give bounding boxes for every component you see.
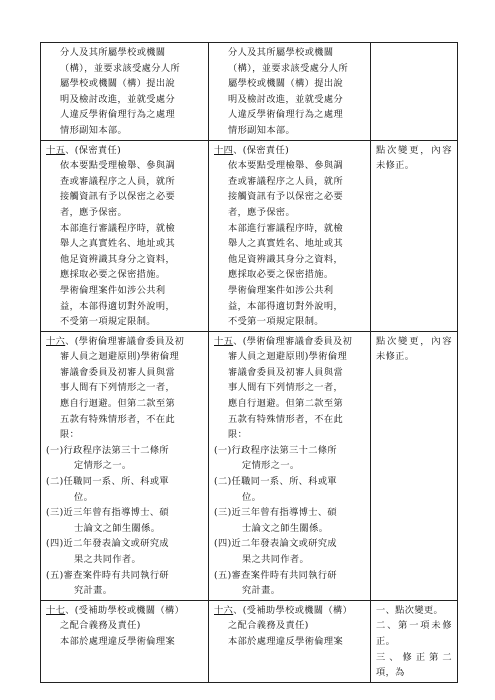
text-line: 、(受補助學校或機關（構） [233, 604, 353, 616]
article-number: 十七 [46, 604, 66, 616]
text-line: 應自行迴避。但第二款至第 [228, 398, 344, 410]
text-line: 分人及其所屬學校或機關 [228, 47, 334, 58]
text-line: 事人間有下列情形之一者， [228, 382, 344, 394]
article-number: 十五 [214, 335, 234, 347]
text-line: 審議會委員及初審人員與當 [228, 366, 344, 378]
text-line: 接觸資訊有予以保密之必要 [228, 191, 344, 203]
note-text: 點次變更，內容未修正。 [376, 335, 452, 363]
text-line: 限： [60, 429, 80, 441]
text-line: 應自行迴避。但第二款至第 [60, 398, 176, 410]
text-line: 、(學術倫理審議會委員及初 [233, 335, 353, 347]
list-item: (一)行政程序法第三十二條所 定情形之一。 [214, 444, 338, 472]
text-line: 者，應予保密。 [60, 206, 128, 218]
note-cell [371, 140, 458, 331]
article-number: 十六 [214, 604, 234, 616]
text-line: 者，應予保密。 [228, 206, 296, 218]
text-line: 本部於處理違反學術倫理案 [60, 635, 176, 647]
text-line: 不受第一項規定限制。 [60, 316, 156, 328]
text-line: 人違反學術倫理行為之處理 [228, 109, 344, 121]
article-number: 十五 [46, 144, 66, 156]
text-line: 三、修正第二項，為 [376, 651, 452, 679]
note-cell [371, 600, 458, 682]
article-heading [214, 143, 365, 159]
list-item: (三)近三年曾有指導博士、碩 士論文之師生關係。 [46, 507, 170, 534]
text-line: 屬學校或機關（構）提出說 [60, 78, 176, 90]
old-provision-cell [209, 331, 371, 600]
text-line: 二、第一項未修正。 [376, 620, 452, 647]
new-provision-cell [41, 140, 209, 331]
text-line: （構），並要求該受處分人所 [60, 62, 181, 74]
comparison-table [40, 42, 458, 683]
text-line: 舉人之真實姓名、地址或其 [228, 238, 344, 250]
text-line: 分人及其所屬學校或機關 [60, 47, 166, 58]
text-line: 學術倫理案件如涉公共利 [60, 284, 166, 296]
text-line: 依本要點受理檢舉、參與調 [60, 160, 176, 172]
note-cell [371, 331, 458, 600]
text-line: 依本要點受理檢舉、參與調 [228, 160, 344, 172]
text-line: 應採取必要之保密措施。 [228, 269, 334, 281]
text-line: 本部進行審議程序時，就檢 [60, 222, 176, 234]
text-line: 人違反學術倫理行為之處理 [60, 109, 176, 121]
old-provision-cell [209, 43, 371, 141]
text-line: 情形副知本部。 [60, 124, 128, 136]
text-line: 審議會委員及初審人員與當 [60, 366, 176, 378]
text-line: 之配合義務及責任) [228, 620, 309, 632]
text-line: 、(學術倫理審議會委員及初 [65, 335, 185, 347]
list-item: (二)任職同一系、所、科或單 位。 [214, 476, 338, 503]
text-line: 他足資辨識其身分之資料， [60, 253, 176, 265]
article-heading [46, 143, 203, 159]
text-line: 限： [228, 429, 248, 441]
text-line: 查或審議程序之人員，就所 [60, 175, 176, 187]
new-provision-cell [41, 331, 209, 600]
text-line: 學術倫理案件如涉公共利 [228, 284, 334, 296]
table-row [41, 331, 458, 600]
list-item: (二)任職同一系、所、科或單 位。 [46, 476, 170, 503]
text-line: 明及檢討改進，並就受處分 [60, 93, 176, 105]
text-line: 不受第一項規定限制。 [228, 316, 324, 328]
text-line: 查或審議程序之人員，就所 [228, 175, 344, 187]
list-item: (五)審查案件時有共同執行研 究計畫。 [214, 569, 338, 597]
table-row [41, 43, 458, 141]
article-number: 十四 [214, 144, 234, 156]
table-row [41, 600, 458, 682]
old-provision-cell [209, 140, 371, 331]
new-provision-cell [41, 43, 209, 141]
table-row [41, 140, 458, 331]
new-provision-cell [41, 600, 209, 682]
list-item: (三)近三年曾有指導博士、碩 士論文之師生關係。 [214, 507, 338, 534]
text-line: 益，本部得適切對外說明， [60, 300, 176, 312]
list-item: (四)近二年發表論文或研究成 果之共同作者。 [46, 538, 170, 565]
article-number: 十六 [46, 335, 66, 347]
text-line: 五款有特殊情形者，不在此 [228, 413, 344, 425]
note-cell [371, 43, 458, 141]
article-title: 、(保密責任) [65, 144, 122, 156]
text-line: 事人間有下列情形之一者， [60, 382, 176, 394]
note-text: 點次變更，內容未修正。 [376, 144, 452, 172]
text-line: 屬學校或機關（構）提出說 [228, 78, 344, 90]
text-line: （構），並要求該受處分人所 [228, 62, 349, 74]
text-line: 接觸資訊有予以保密之必要 [60, 191, 176, 203]
text-line: 益，本部得適切對外說明， [228, 300, 344, 312]
text-line: 審人員之迴避原則)學術倫理 [228, 351, 348, 363]
text-line: 本部於處理違反學術倫理案 [228, 635, 344, 647]
list-item: (五)審查案件時有共同執行研 究計畫。 [46, 569, 170, 597]
text-line: 審人員之迴避原則)學術倫理 [60, 351, 180, 363]
old-provision-cell [209, 600, 371, 682]
text-line: 一、點次變更。 [376, 604, 444, 616]
text-line: 他足資辨識其身分之資料， [228, 253, 344, 265]
text-line: 五款有特殊情形者，不在此 [60, 413, 176, 425]
text-line: 本部進行審議程序時，就檢 [228, 222, 344, 234]
article-title: 、(保密責任) [233, 144, 290, 156]
text-line: 、(受補助學校或機關（構） [65, 604, 185, 616]
list-item: (一)行政程序法第三十二條所 定情形之一。 [46, 444, 170, 472]
text-line: 應採取必要之保密措施。 [60, 269, 166, 281]
text-line: 之配合義務及責任) [60, 620, 141, 632]
text-line: 情形副知本部。 [228, 124, 296, 136]
list-item: (四)近二年發表論文或研究成 果之共同作者。 [214, 538, 338, 565]
text-line: 明及檢討改進，並就受處分 [228, 93, 344, 105]
text-line: 舉人之真實姓名、地址或其 [60, 238, 176, 250]
